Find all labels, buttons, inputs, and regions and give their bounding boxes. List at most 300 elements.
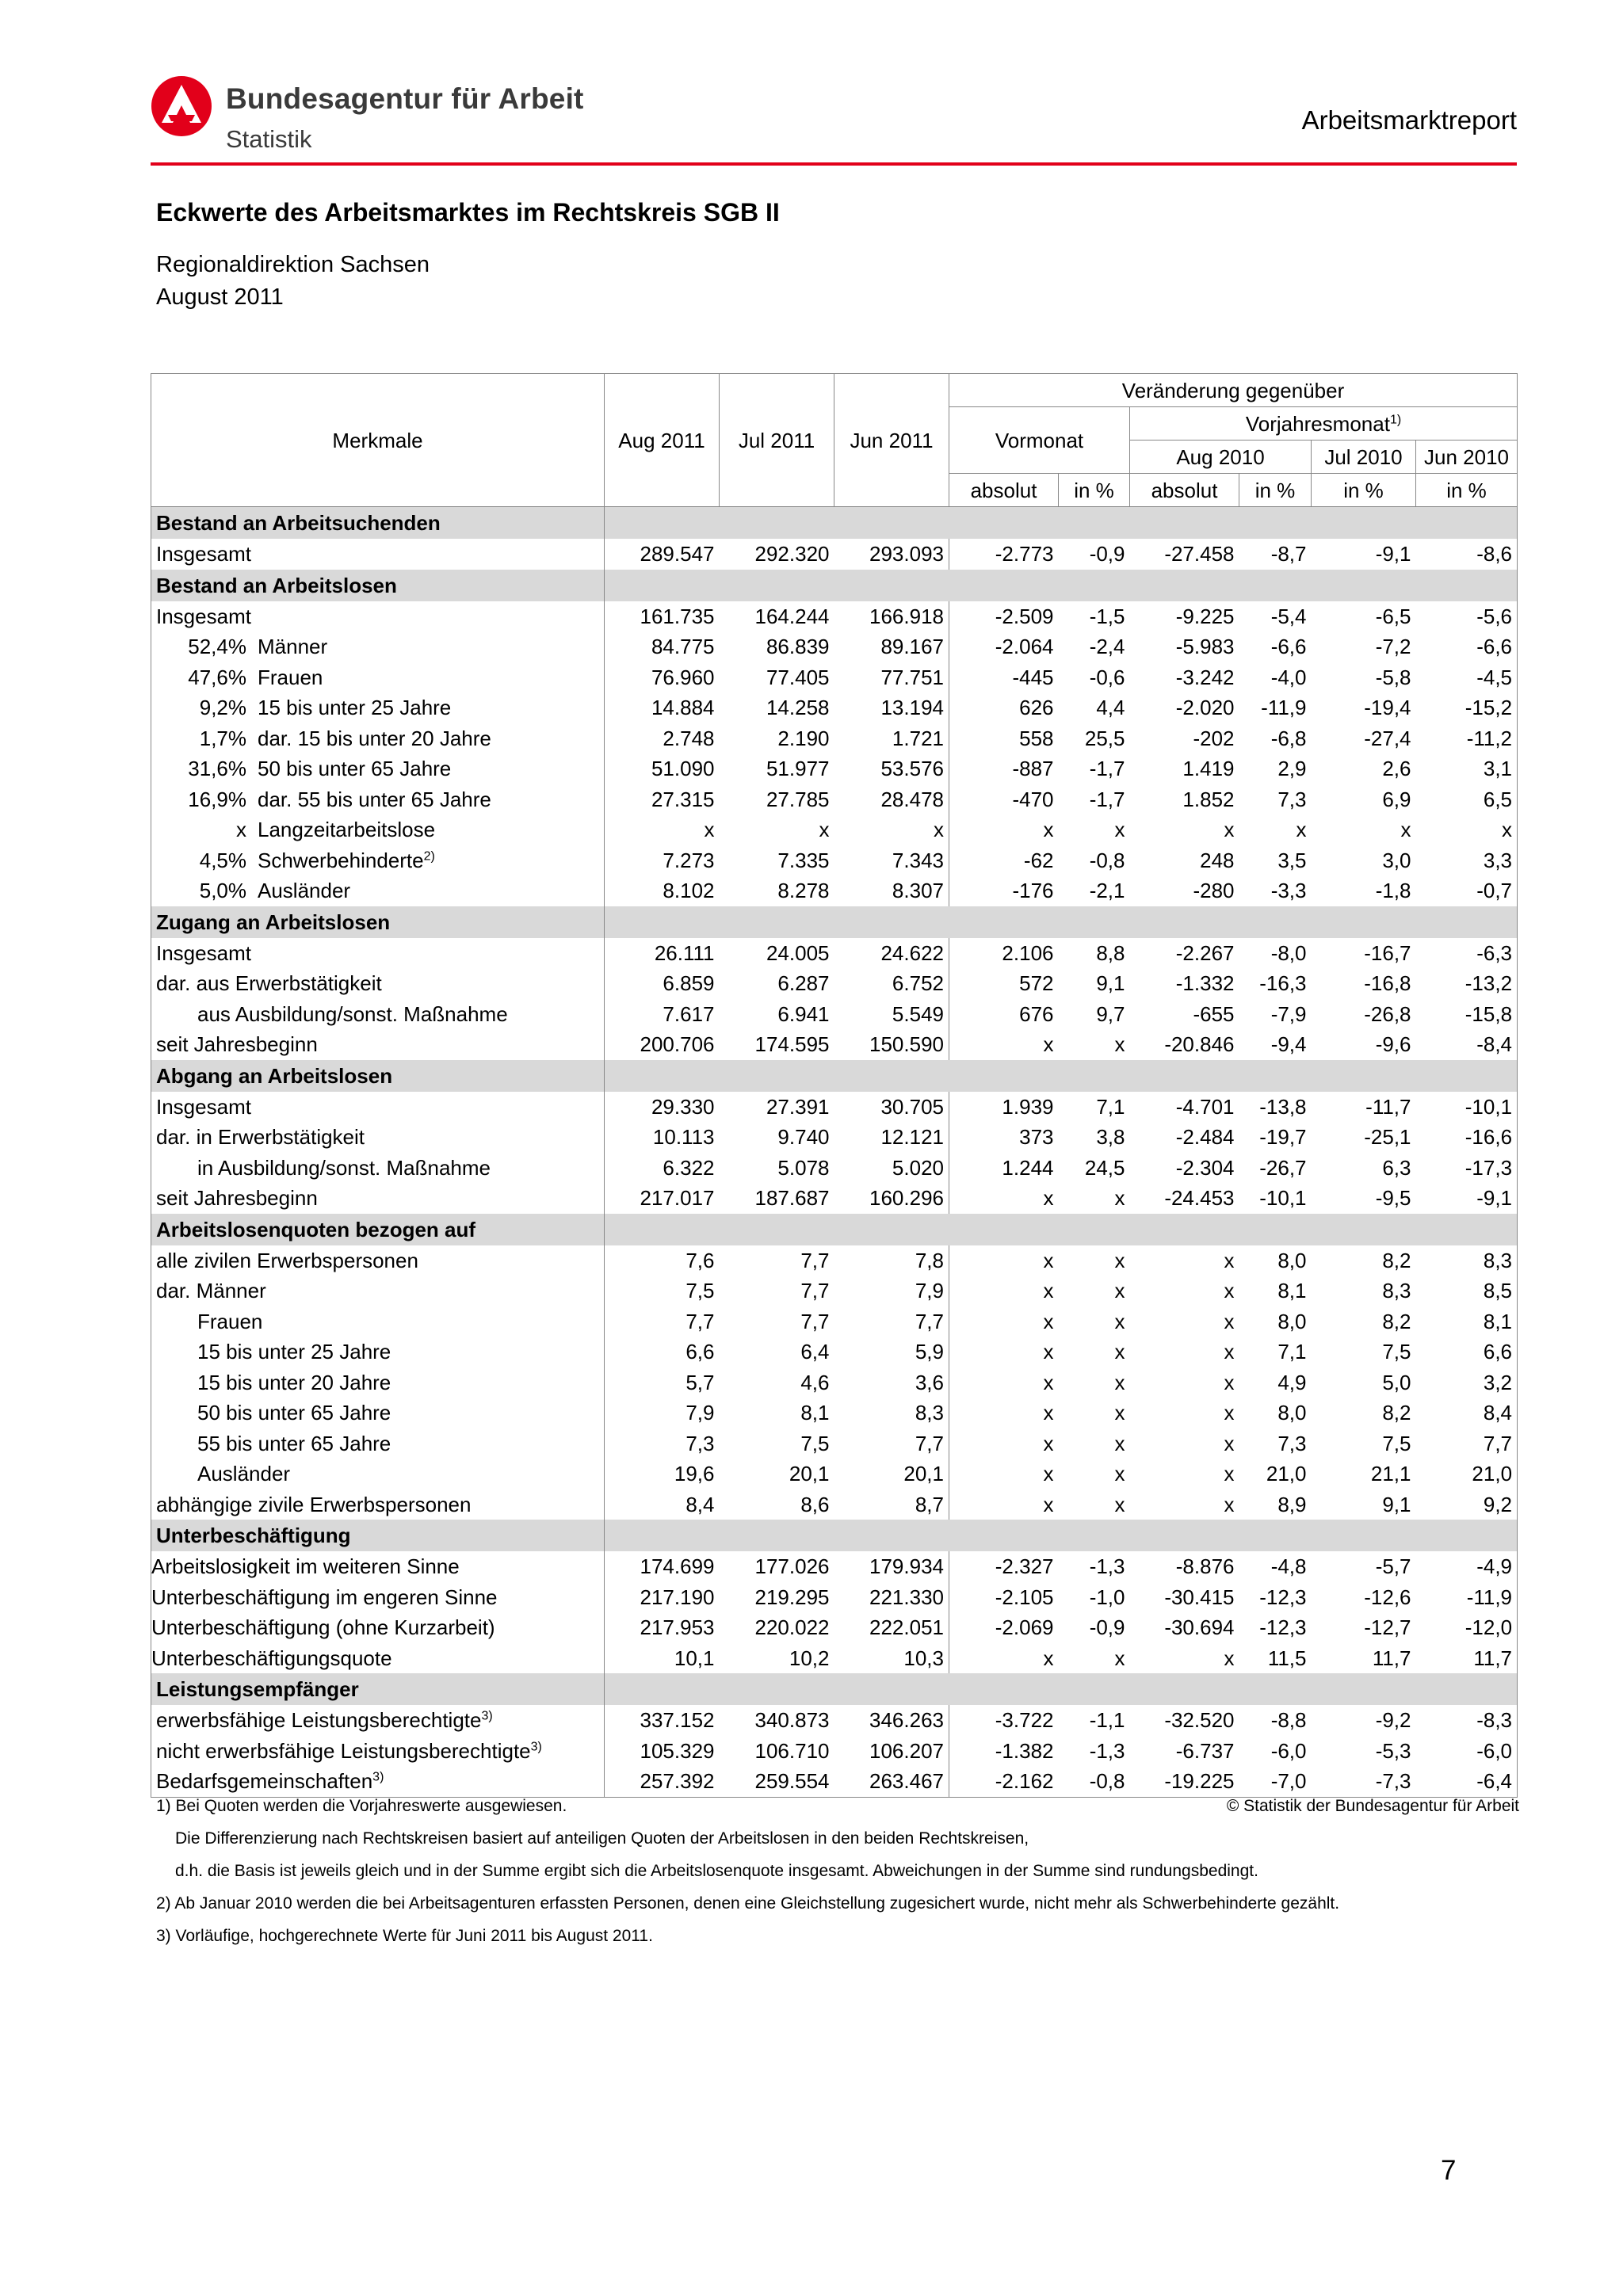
cell-vorjahr-absolut: x: [1224, 1248, 1235, 1272]
cell-jun-2011: 5.020: [834, 1153, 949, 1184]
row-label: [151, 1153, 605, 1184]
cell-jul-2011: 220.022: [754, 1615, 830, 1640]
cell-aug-2010-pct: -4,8: [1270, 1554, 1307, 1579]
cell-jun-2011: 5,9: [834, 1337, 949, 1367]
row-label: [151, 631, 605, 662]
region-label: Regionaldirektion Sachsen: [156, 252, 430, 277]
row-label: [151, 1122, 605, 1153]
row-label: [151, 723, 605, 754]
cell-jun-2010-pct: -15,2: [1416, 692, 1518, 723]
cell-aug-2011: 337.152: [640, 1708, 715, 1733]
cell-vorjahr-absolut: -655: [1193, 1001, 1235, 1026]
cell-jul-2010-pct: 6,3: [1382, 1155, 1411, 1180]
row-label-text: 15 bis unter 25 Jahre: [258, 696, 452, 720]
row-label: [151, 1582, 605, 1613]
cell-aug-2011: x: [704, 818, 715, 842]
cell-jul-2011: 292.320: [754, 542, 830, 566]
cell-vormonat-absolut: -2.773: [995, 542, 1054, 566]
table-row: [151, 1153, 1518, 1184]
cell-vormonat-absolut: -2.064: [995, 635, 1054, 659]
cell-vorjahr-absolut: -2.020: [1175, 696, 1235, 720]
cell-jul-2010-pct: -6,5: [1375, 604, 1411, 628]
cell-vormonat-pct: -1,1: [1089, 1708, 1125, 1733]
cell-vormonat-absolut: -62: [1023, 848, 1054, 872]
row-label-text: Unterbeschäftigung (ohne Kurzarbeit): [151, 1615, 495, 1640]
row-label: [151, 875, 605, 906]
cell-jul-2010-pct: -1,8: [1375, 879, 1411, 903]
cell-vormonat-pct: 3,8: [1096, 1125, 1125, 1150]
copyright: © Statistik der Bundesagentur für Arbeit: [1226, 1797, 1519, 1815]
share-value: 31,6%: [188, 757, 246, 781]
cell-vorjahr-absolut: x: [1224, 1462, 1235, 1486]
table-row: [151, 692, 1518, 723]
cell-vormonat-absolut: 1.244: [1002, 1155, 1054, 1180]
row-label-text: 55 bis unter 65 Jahre: [197, 1431, 391, 1455]
cell-jul-2010-pct: -7,2: [1375, 635, 1411, 659]
cell-vorjahr-absolut: -19.225: [1130, 1766, 1239, 1797]
cell-aug-2011: 217.190: [640, 1585, 715, 1609]
cell-jul-2010-pct: -27,4: [1364, 726, 1411, 750]
cell-jul-2010-pct: -12,7: [1364, 1615, 1411, 1640]
cell-vormonat-pct: -0,9: [1089, 1615, 1125, 1640]
cell-vorjahr-absolut: 1.852: [1182, 787, 1235, 811]
cell-vormonat-pct: -1,5: [1089, 604, 1125, 628]
cell-jun-2011: 13.194: [834, 692, 949, 723]
table-row: [151, 968, 1518, 999]
cell-vorjahr-absolut: x: [1224, 1279, 1235, 1303]
cell-jun-2010-pct: -11,9: [1416, 1582, 1518, 1613]
share-value: 9,2%: [199, 696, 246, 720]
cell-aug-2011: 200.706: [640, 1032, 715, 1057]
row-label: [151, 1183, 605, 1214]
cell-vormonat-absolut: -2.327: [995, 1554, 1054, 1579]
cell-vormonat-absolut: 572: [1019, 971, 1054, 996]
row-label-text: nicht erwerbsfähige Leistungsberechtigte: [156, 1738, 531, 1763]
cell-aug-2011: 7,6: [685, 1248, 715, 1272]
cell-vorjahr-absolut: 1.419: [1182, 757, 1235, 781]
cell-aug-2011: 217.953: [640, 1615, 715, 1640]
cell-aug-2011: 161.735: [640, 604, 715, 628]
section-title: Bestand an Arbeitslosen: [151, 570, 605, 601]
cell-jun-2010-pct: 6,5: [1416, 784, 1518, 815]
cell-aug-2011: 14.884: [651, 696, 715, 720]
cell-jun-2010-pct: -9,1: [1416, 1183, 1518, 1214]
cell-jul-2010-pct: -25,1: [1364, 1125, 1411, 1150]
cell-vormonat-absolut: 558: [1019, 726, 1054, 750]
cell-aug-2011: 7.273: [663, 848, 715, 872]
cell-jul-2011: 8.278: [777, 879, 830, 903]
cell-jun-2010-pct: -10,1: [1416, 1092, 1518, 1123]
row-label: [151, 1428, 605, 1459]
cell-vormonat-absolut: x: [1043, 1279, 1054, 1303]
footnote-1b: Die Differenzierung nach Rechtskreisen basiert auf anteiligen Quoten der Arbeitslosen in den beiden Rechtskreisen,: [175, 1829, 1029, 1848]
section-fill: [605, 1060, 1518, 1092]
footnote-ref: 3): [481, 1709, 493, 1723]
share-value: 52,4%: [188, 635, 246, 659]
cell-vormonat-absolut: 373: [1019, 1125, 1054, 1150]
table-row: [151, 1029, 1518, 1060]
cell-jun-2010-pct: 8,5: [1416, 1276, 1518, 1306]
row-label: [151, 784, 605, 815]
cell-jul-2011: 2.190: [777, 726, 830, 750]
cell-vormonat-absolut: 676: [1019, 1001, 1054, 1026]
cell-jun-2011: 179.934: [834, 1551, 949, 1582]
cell-vormonat-pct: 24,5: [1084, 1155, 1125, 1180]
section-fill: [605, 1673, 1518, 1705]
cell-jun-2011: 221.330: [834, 1582, 949, 1613]
cell-jun-2011: 7,9: [834, 1276, 949, 1306]
cell-jul-2011: 7,7: [800, 1309, 830, 1333]
cell-vorjahr-absolut: -27.458: [1164, 542, 1235, 566]
cell-vorjahr-absolut: -202: [1193, 726, 1235, 750]
cell-vormonat-pct: -1,7: [1089, 787, 1125, 811]
row-label-text: Ausländer: [258, 879, 351, 903]
cell-jun-2011: 7,7: [834, 1306, 949, 1337]
row-label-text: Insgesamt: [156, 604, 251, 628]
footnote-ref: 2): [423, 849, 435, 864]
cell-aug-2010-pct: 4,9: [1277, 1370, 1307, 1394]
row-label-text: Ausländer: [197, 1462, 291, 1486]
header-jul-2010: Jul 2010: [1312, 441, 1416, 474]
cell-vorjahr-absolut: x: [1224, 1370, 1235, 1394]
cell-vormonat-pct: -1,3: [1089, 1738, 1125, 1763]
cell-jul-2011: 6.287: [777, 971, 830, 996]
row-label: [151, 1766, 605, 1797]
cell-vormonat-pct: 7,1: [1096, 1094, 1125, 1119]
cell-jun-2010-pct: -4,9: [1416, 1551, 1518, 1582]
cell-vorjahr-absolut: -5.983: [1175, 635, 1235, 659]
cell-jul-2011: 6,4: [800, 1340, 830, 1364]
section-fill: [605, 1520, 1518, 1551]
header-pct-aug-2010: in %: [1239, 474, 1312, 507]
row-label-text: Insgesamt: [156, 542, 251, 566]
header-absolut-vormonat: absolut: [949, 474, 1059, 507]
row-label: [151, 539, 605, 570]
cell-jun-2011: 5.549: [834, 999, 949, 1030]
cell-aug-2010-pct: -7,0: [1239, 1766, 1312, 1797]
footnote-2: 2) Ab Januar 2010 werden die bei Arbeitsagenturen erfassten Personen, denen eine Gleichstellung zugesichert wurde, nicht mehr als Schwerbehinderte gezählt.: [156, 1894, 1340, 1913]
cell-vorjahr-absolut: -20.846: [1164, 1032, 1235, 1057]
cell-jun-2011: 7.343: [834, 845, 949, 876]
table-row: [151, 1183, 1518, 1214]
table-row: [151, 1276, 1518, 1306]
cell-aug-2011: 7,7: [685, 1309, 715, 1333]
header-pct-jun-2010: in %: [1416, 474, 1518, 507]
share-value: 47,6%: [188, 665, 246, 689]
table-row: [151, 1245, 1518, 1276]
cell-jun-2011: x: [834, 814, 949, 845]
row-label: [151, 1643, 605, 1674]
row-label: [151, 1705, 605, 1736]
cell-aug-2011: 6.322: [663, 1155, 715, 1180]
section-title: Zugang an Arbeitslosen: [151, 906, 605, 938]
row-label-text: dar. Männer: [156, 1279, 266, 1303]
cell-aug-2011: 29.330: [651, 1094, 715, 1119]
cell-jun-2010-pct: -4,5: [1416, 662, 1518, 693]
header-vorjahresmonat: Vorjahresmonat$^{1)}$: [1130, 407, 1518, 441]
share-value: 16,9%: [188, 787, 246, 811]
row-label-text: Insgesamt: [156, 940, 251, 965]
cell-vorjahr-absolut: -2.267: [1175, 940, 1235, 965]
table-row: [151, 1459, 1518, 1489]
page-number: 7: [1441, 2155, 1457, 2186]
cell-jun-2011: 7,8: [834, 1245, 949, 1276]
cell-vormonat-pct: -2,1: [1089, 879, 1125, 903]
cell-jun-2010-pct: x: [1416, 814, 1518, 845]
cell-jul-2010-pct: -5,3: [1375, 1738, 1411, 1763]
row-label: [151, 845, 605, 876]
table-row: [151, 662, 1518, 693]
section-header: [151, 1060, 1518, 1092]
table-row: [151, 539, 1518, 570]
table-row: [151, 1122, 1518, 1153]
row-label-text: aus Ausbildung/sonst. Maßnahme: [197, 1001, 508, 1026]
cell-jun-2010-pct: -8,3: [1416, 1705, 1518, 1736]
cell-jun-2010-pct: 11,7: [1416, 1643, 1518, 1674]
cell-jun-2010-pct: -17,3: [1416, 1153, 1518, 1184]
table-row: [151, 1582, 1518, 1613]
share-value: x: [236, 818, 246, 842]
row-label: [151, 1367, 605, 1398]
footnote-1: 1) Bei Quoten werden die Vorjahreswerte ausgewiesen.: [156, 1797, 567, 1815]
cell-aug-2010-pct: 3,5: [1277, 848, 1307, 872]
cell-aug-2010-pct: -3,3: [1270, 879, 1307, 903]
cell-jul-2010-pct: x: [1400, 818, 1411, 842]
cell-jun-2010-pct: -6,6: [1416, 631, 1518, 662]
cell-jul-2010-pct: 2,6: [1382, 757, 1411, 781]
cell-vorjahr-absolut: -6.737: [1175, 1738, 1235, 1763]
cell-vorjahr-absolut: -30.694: [1164, 1615, 1235, 1640]
cell-vormonat-pct: -1,7: [1089, 757, 1125, 781]
cell-aug-2011: 10.113: [652, 1125, 715, 1150]
table-row: [151, 1612, 1518, 1643]
row-label: [151, 968, 605, 999]
cell-vorjahr-absolut: -280: [1193, 879, 1235, 903]
cell-jul-2010-pct: 21,1: [1370, 1462, 1411, 1486]
share-value: 5,0%: [199, 879, 246, 903]
row-label: [151, 1092, 605, 1123]
cell-jun-2011: 8,3: [834, 1398, 949, 1428]
table-row: [151, 1551, 1518, 1582]
cell-vormonat-pct: x: [1114, 1431, 1125, 1455]
cell-vorjahr-absolut: -9.225: [1175, 604, 1235, 628]
cell-vormonat-pct: x: [1114, 1492, 1125, 1516]
table-row: [151, 1306, 1518, 1337]
header-jun-2010: Jun 2010: [1416, 441, 1518, 474]
header-veraenderung: Veränderung gegenüber: [949, 374, 1518, 407]
row-label-text: dar. 55 bis unter 65 Jahre: [258, 787, 491, 811]
cell-aug-2010-pct: 8,0: [1277, 1248, 1307, 1272]
cell-vormonat-absolut: x: [1043, 1492, 1054, 1516]
row-label-text: Unterbeschäftigungsquote: [151, 1646, 392, 1670]
cell-vormonat-pct: 8,8: [1096, 940, 1125, 965]
cell-aug-2010-pct: -13,8: [1259, 1094, 1307, 1119]
cell-jul-2011: 8,1: [800, 1401, 830, 1425]
cell-jul-2011: 7.335: [777, 848, 830, 872]
table-row: [151, 1736, 1518, 1767]
table-body: [151, 507, 1518, 1798]
cell-aug-2011: 8.102: [663, 879, 715, 903]
cell-vormonat-absolut: 2.106: [1002, 940, 1054, 965]
table-row: [151, 1428, 1518, 1459]
cell-aug-2011: 174.699: [640, 1554, 715, 1579]
cell-jul-2010-pct: -11,7: [1365, 1094, 1411, 1119]
cell-aug-2010-pct: -19,7: [1259, 1125, 1307, 1150]
cell-jul-2010-pct: 8,2: [1382, 1309, 1411, 1333]
row-label-text: abhängige zivile Erwerbspersonen: [156, 1492, 472, 1516]
cell-aug-2011: 27.315: [651, 787, 715, 811]
cell-aug-2011: 289.547: [640, 542, 715, 566]
cell-vormonat-pct: -0,8: [1059, 1766, 1130, 1797]
cell-vormonat-absolut: x: [1043, 1309, 1054, 1333]
row-label-text: erwerbsfähige Leistungsberechtigte: [156, 1708, 482, 1733]
cell-jun-2011: 20,1: [834, 1459, 949, 1489]
cell-aug-2010-pct: -26,7: [1259, 1155, 1307, 1180]
cell-jun-2010-pct: 3,2: [1416, 1367, 1518, 1398]
cell-jul-2010-pct: 5,0: [1382, 1370, 1411, 1394]
table-row: [151, 1337, 1518, 1367]
cell-jul-2011: 7,5: [800, 1431, 830, 1455]
cell-jul-2011: 340.873: [754, 1708, 830, 1733]
cell-vormonat-pct: -1,0: [1089, 1585, 1125, 1609]
cell-vormonat-pct: x: [1114, 1186, 1125, 1211]
cell-vormonat-pct: -1,3: [1089, 1554, 1125, 1579]
cell-aug-2010-pct: -12,3: [1259, 1585, 1307, 1609]
cell-jun-2011: 166.918: [834, 601, 949, 632]
cell-jul-2011: 219.295: [754, 1585, 830, 1609]
row-label-text: 50 bis unter 65 Jahre: [258, 757, 452, 781]
cell-jun-2010-pct: 8,1: [1416, 1306, 1518, 1337]
cell-aug-2011: 105.329: [640, 1738, 715, 1763]
footnote-ref: 3): [530, 1740, 542, 1754]
cell-aug-2010-pct: -8,8: [1270, 1708, 1307, 1733]
cell-aug-2010-pct: 7,3: [1277, 787, 1307, 811]
page-title: Eckwerte des Arbeitsmarktes im Rechtskreis SGB II: [156, 198, 780, 227]
cell-aug-2011: 6.859: [663, 971, 715, 996]
table-row: [151, 845, 1518, 876]
cell-jun-2010-pct: -6,0: [1416, 1736, 1518, 1767]
cell-vormonat-absolut: -176: [1012, 879, 1054, 903]
cell-vorjahr-absolut: -2.304: [1175, 1155, 1235, 1180]
cell-jul-2011: 4,6: [800, 1370, 830, 1394]
cell-jul-2010-pct: -16,8: [1364, 971, 1411, 996]
cell-jul-2010-pct: -7,3: [1312, 1766, 1416, 1797]
section-header: [151, 1214, 1518, 1245]
header-jul-2011: Jul 2011: [720, 374, 834, 507]
row-label: [151, 1489, 605, 1520]
cell-vormonat-pct: x: [1114, 818, 1125, 842]
row-label: [151, 1398, 605, 1428]
row-label: [151, 1459, 605, 1489]
ba-logo-icon: [151, 75, 212, 137]
cell-vormonat-pct: x: [1114, 1032, 1125, 1057]
cell-aug-2010-pct: -6,0: [1270, 1738, 1307, 1763]
section-header: [151, 507, 1518, 540]
row-label-text: Männer: [258, 635, 328, 659]
cell-jun-2011: 346.263: [834, 1705, 949, 1736]
cell-vorjahr-absolut: x: [1224, 1401, 1235, 1425]
cell-vormonat-pct: 9,1: [1096, 971, 1125, 996]
cell-aug-2010-pct: -4,0: [1270, 665, 1307, 689]
cell-jul-2010-pct: -26,8: [1364, 1001, 1411, 1026]
cell-vormonat-pct: x: [1114, 1279, 1125, 1303]
cell-jul-2011: x: [819, 818, 830, 842]
cell-aug-2010-pct: x: [1296, 818, 1307, 842]
header-pct-jul-2010: in %: [1312, 474, 1416, 507]
cell-aug-2011: 2.748: [663, 726, 715, 750]
cell-jun-2010-pct: 6,6: [1416, 1337, 1518, 1367]
cell-vorjahr-absolut: -8.876: [1175, 1554, 1235, 1579]
cell-aug-2010-pct: -8,7: [1270, 542, 1307, 566]
cell-vormonat-absolut: -2.069: [995, 1615, 1054, 1640]
cell-jul-2010-pct: -16,7: [1364, 940, 1411, 965]
cell-jun-2011: 150.590: [834, 1029, 949, 1060]
section-fill: [605, 570, 1518, 601]
cell-aug-2011: 5,7: [685, 1370, 715, 1394]
cell-vormonat-absolut: -3.722: [995, 1708, 1054, 1733]
section-title: Arbeitslosenquoten bezogen auf: [151, 1214, 605, 1245]
cell-vorjahr-absolut: -24.453: [1164, 1186, 1235, 1211]
cell-jun-2011: 89.167: [834, 631, 949, 662]
header-pct-vormonat: in %: [1059, 474, 1130, 507]
cell-vormonat-pct: -0,8: [1089, 848, 1125, 872]
cell-aug-2011: 10,1: [674, 1646, 715, 1670]
cell-vormonat-absolut: x: [1043, 1032, 1054, 1057]
cell-jul-2011: 6.941: [777, 1001, 830, 1026]
row-label-text: alle zivilen Erwerbspersonen: [156, 1248, 418, 1272]
cell-jun-2011: 7,7: [834, 1428, 949, 1459]
cell-vorjahr-absolut: -32.520: [1164, 1708, 1235, 1733]
table-row: [151, 1489, 1518, 1520]
section-header: [151, 570, 1518, 601]
row-label-text: seit Jahresbeginn: [156, 1186, 318, 1211]
row-label: [151, 1612, 605, 1643]
row-label-text: Arbeitslosigkeit im weiteren Sinne: [151, 1554, 460, 1579]
cell-jun-2010-pct: 3,3: [1416, 845, 1518, 876]
cell-jun-2011: 8,7: [834, 1489, 949, 1520]
table-row: [151, 1643, 1518, 1674]
footnote-3: 3) Vorläufige, hochgerechnete Werte für Juni 2011 bis August 2011.: [156, 1927, 653, 1945]
cell-jul-2011: 7,7: [800, 1248, 830, 1272]
cell-jul-2010-pct: -5,8: [1375, 665, 1411, 689]
cell-aug-2010-pct: -16,3: [1259, 971, 1307, 996]
cell-jul-2010-pct: -9,6: [1375, 1032, 1411, 1057]
cell-jul-2010-pct: 8,3: [1382, 1279, 1411, 1303]
cell-jun-2011: 3,6: [834, 1367, 949, 1398]
cell-vorjahr-absolut: -2.484: [1175, 1125, 1235, 1150]
cell-vormonat-absolut: x: [1043, 1248, 1054, 1272]
cell-jul-2010-pct: 6,9: [1382, 787, 1411, 811]
row-label-text: in Ausbildung/sonst. Maßnahme: [197, 1155, 491, 1180]
row-label: [151, 999, 605, 1030]
row-label-text: dar. aus Erwerbstätigkeit: [156, 971, 382, 996]
cell-aug-2011: 6,6: [685, 1340, 715, 1364]
cell-jul-2011: 174.595: [754, 1032, 830, 1057]
section-header: [151, 1520, 1518, 1551]
cell-jul-2010-pct: -9,2: [1375, 1708, 1411, 1733]
cell-jul-2010-pct: -9,5: [1375, 1186, 1411, 1211]
cell-jun-2011: 77.751: [834, 662, 949, 693]
row-label-text: 50 bis unter 65 Jahre: [197, 1401, 391, 1425]
cell-aug-2011: 217.017: [640, 1186, 715, 1211]
cell-aug-2011: 19,6: [674, 1462, 715, 1486]
cell-vormonat-absolut: -445: [1012, 665, 1054, 689]
row-label: [151, 1736, 605, 1767]
cell-aug-2010-pct: -11,9: [1261, 696, 1307, 720]
cell-jul-2011: 177.026: [754, 1554, 830, 1579]
cell-vormonat-pct: x: [1114, 1340, 1125, 1364]
cell-jul-2011: 259.554: [720, 1766, 834, 1797]
